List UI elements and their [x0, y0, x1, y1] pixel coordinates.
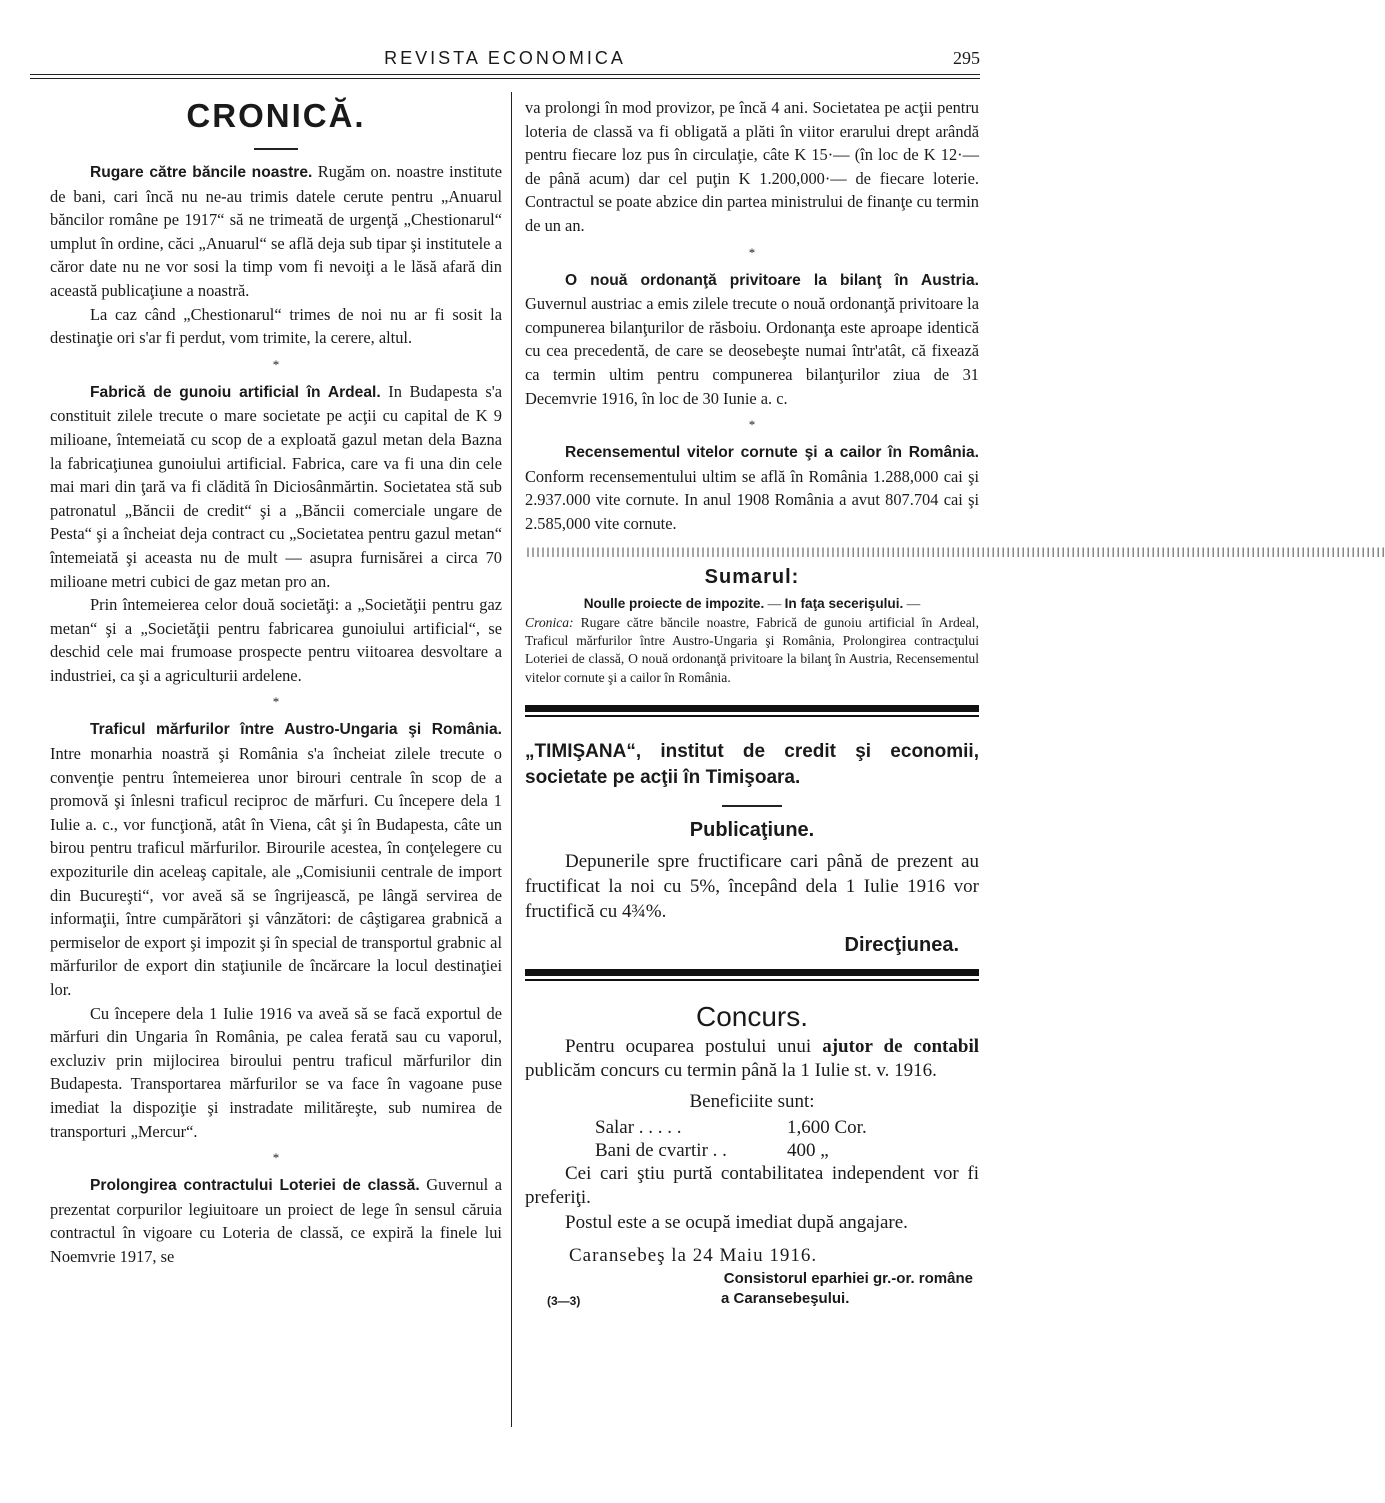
thin-divider: [525, 715, 979, 717]
benefit-label: Salar . . . . .: [595, 1116, 682, 1138]
place-date: Caransebeş la 24 Maiu 1916.: [569, 1245, 818, 1267]
article-text: Guvernul a prezentat corpurilor legiuitoare un proiect de lege în sensul căruia contractul în vigoare cu Loteria de classă, ce expiră la finele lui Noemvrie 1917, se: [50, 1175, 503, 1266]
ad-number: (3—3): [547, 1294, 581, 1309]
concurs-signature: [525, 1269, 979, 1309]
sumar-sep: —: [764, 596, 785, 612]
thick-divider: [525, 705, 979, 712]
separator-star: *: [272, 694, 280, 710]
benefit-label: Bani de cvartir . .: [595, 1139, 727, 1161]
benefit-value: 1,600 Cor.: [787, 1116, 867, 1138]
article-text: Prin întemeierea celor două societăţi: a „Societăţii pentru gaz metan“ şi a „Societăţii pentru fabricarea gunoiului artificial“, se deschid cele mai frumoase prospecte pentru viitoarea desvoltare a industriei, ca şi a agriculturii ardelene.: [50, 595, 502, 685]
header-rule: [30, 74, 980, 75]
article-fabrica: [50, 380, 502, 688]
article-heading: Rugare către băncile noastre.: [90, 164, 313, 181]
article-text: Intre monarhia noastră şi România s'a încheiat zilele trecute o convenţie pentru întemeierea unor birouri centrale în scop de a promovă şi înlesni traficul reciproc de mărfuri. Cu începere dela 1 Iulie a. c., vor funcţionă, atât în Viena, cât şi în Budapesta, câte un birou pentru traficul mărfurilor. Birourile acestea, în conţelegere cu expoziturile din aceleaş capitale, ale „Comisiunii centrale de import din Bucureşti“, vor aveă să se îngrijească, pe lângă servirea de informaţii, între cumpărători şi vânzători: de câştigarea grabnică a permiselor de export şi impozit şi în special de transportul grabnic al mărfurilor de export din staţiunile de încărcare la locul destinaţiei lor.: [50, 744, 502, 999]
signer-line: a Caransebeşului.: [721, 1290, 850, 1308]
article-heading: Prolongirea contractului Loteriei de classă.: [90, 1177, 420, 1195]
page-number: 295: [953, 48, 980, 68]
ad-title: „TIMIŞANA“, institut de credit şi economii, societate pe acţii în Timişoara.: [525, 741, 979, 789]
ad-signature: Direcţiunea.: [844, 933, 959, 956]
right-column: [525, 96, 1385, 1309]
sumar-cronica-label: Cronica:: [525, 614, 574, 630]
benefits-title: Beneficiite sunt:: [689, 1090, 815, 1112]
ad-concurs: [525, 1001, 979, 1309]
column-divider: [511, 92, 512, 1427]
dotted-divider: ||||||||||||||||||||||||||||||||||||||||||||||||||||||||||||||||||||||||||||||||||||||||||||||||||||||||||||||||||||||||||||||||||||||||||||||||||||||||||||||||||||||||||||: [525, 547, 1385, 559]
ad-rule: [722, 805, 782, 807]
sumar-item: In faţa secerişului.: [784, 596, 904, 612]
sumar-cronica-text: Rugare către băncile noastre, Fabrică de gunoiu artificial în Ardeal, Traficul mărfurilor între Austro-Ungaria şi România, Prolongirea contracţului Loteriei de classă, O nouă ordonanţă privitoare la bilanţ în Austria, Recensementul vitelor cornute şi a cailor în România.: [525, 614, 979, 685]
separator-star: *: [272, 356, 280, 372]
article-heading: O nouă ordonanţă privitoare la bilanţ în Austria.: [565, 271, 979, 289]
page-header: [30, 48, 980, 72]
header-rule-2: [30, 78, 980, 79]
concurs-para: Cei cari ştiu purtă contabilitatea independent vor fi preferiţi.: [525, 1162, 979, 1209]
article-heading: Traficul mărfurilor între Austro-Ungaria şi România.: [90, 721, 502, 739]
article-text: Cu începere dela 1 Iulie 1916 va aveă să se facă exportul de mărfuri din Ungaria în România, pe calea ferată sau cu vaporul, excluziv prin mijlocirea biroului pentru traficul mărfurilor din Budapesta. Transportarea mărfurilor se va face în vagoane puse imediat la dispoziţie şi instradate milităreşte, sub numirea de transporturi „Mercur“.: [50, 1003, 502, 1141]
benefit-value: 400 „: [787, 1139, 829, 1161]
article-heading: Fabrică de gunoiu artificial în Ardeal.: [90, 383, 381, 401]
article-ordonanta: [525, 268, 979, 411]
section-title: CRONICĂ.: [186, 97, 366, 134]
sumar-content: [525, 595, 979, 687]
ad-timisana: [525, 739, 979, 957]
concurs-intro: Pentru ocuparea postului unui: [565, 1035, 823, 1057]
journal-title: REVISTA ECONOMICA: [384, 48, 626, 68]
sumar-sep: —: [903, 596, 921, 612]
separator-star: *: [748, 417, 756, 433]
concurs-position: ajutor de contabil: [822, 1035, 979, 1057]
article-traficul: [50, 717, 502, 1143]
article-text: Guvernul austriac a emis zilele trecute o nouă ordonanţă privitoare la compunerea bilanţurilor de răsboiu. Ordonanţa este aproape identică cu cea precedentă, de care se deosebeşte numai într'atât, că fixează ca termin ultim pentru compunerea bilanţurilor ziua de 31 Decemvrie 1916, în loc de 30 Iunie a. c.: [525, 294, 979, 408]
thin-divider: [525, 979, 979, 981]
title-rule: [254, 148, 298, 150]
article-text: Conform recensementului ultim se află în România 1.288,000 cai şi 2.937.000 vite cornute. In anul 1908 România a avut 807.704 cai şi 2.585,000 vite cornute.: [525, 466, 979, 533]
concurs-para: Postul este a se ocupă imediat după angajare.: [565, 1211, 908, 1233]
concurs-intro: publicăm concurs cu termin până la 1 Iulie st. v. 1916.: [525, 1060, 937, 1082]
article-heading: Recensementul vitelor cornute şi a cailor în România.: [565, 444, 979, 462]
sumar-title: Sumarul:: [704, 565, 800, 588]
ad-subtitle: Publicaţiune.: [689, 819, 815, 842]
benefit-row: [525, 1139, 979, 1162]
article-text: La caz când „Chestionarul“ trimes de noi nu ar fi sosit la destinaţie ori s'ar fi perdut, vom trimite, la cerere, altul.: [50, 304, 502, 348]
ad-body: Depunerile spre fructificare cari până de prezent au fructificat la noi cu 5%, începând dela 1 Iulie 1916 vor fructifică cu 4¾%.: [525, 850, 979, 922]
article-rugare: [50, 160, 502, 350]
article-prolongirea: [50, 1173, 502, 1268]
concurs-title: Concurs.: [695, 1001, 809, 1033]
separator-star: *: [748, 244, 756, 260]
thick-divider: [525, 969, 979, 976]
article-text: In Budapesta s'a constituit zilele trecute o mare societate pe acţii cu capital de K 9 milioane, întemeiată cu scop de a exploată gazul metan dela Bazna la fabricaţiunea gunoiului artificial. Fabrica, care va fi una din cele mai mari din ţară va fi clădită în Diciosânmărtin. Societatea stă sub patronatul „Băncii de credit“ şi a „Băncii comerciale ungare de Pesta“ şi a încheiat deja contract cu „Societatea pentru gazul metan“ întemeiată şi aceasta nu de mult — asupra furnisărei a circa 70 milioane metri cubici de gaz metan pro an.: [50, 381, 502, 591]
article-recensement: [525, 440, 979, 535]
separator-star: *: [272, 1150, 280, 1166]
signer-line: Consistorul eparhiei gr.-or. române: [723, 1270, 973, 1288]
article-text: Rugăm on. noastre institute de bani, cari încă nu ne-au trimis datele cerute pentru „Anuarul băncilor române pe 1917“ să ne trimeată de urgenţă „Chestionarul“ umplut în ordine, căci „Anuarul“ se află deja sub tipar şi institutele a căror date nu ne vor sosi la timp vom fi nevoiţi a le lăsă afară din această publicaţiune a noastră.: [50, 162, 502, 300]
left-column: [50, 96, 502, 1269]
sumar-item: Noulle proiecte de impozite.: [583, 596, 765, 612]
continued-text: va prolongi în mod provizor, pe încă 4 ani. Societatea pe acţii pentru loteria de classă va fi obligată a plăti în viitor erarului drept arândă pentru fiecare loz pus în circulaţie, câte K 15·— (în loc de K 12·— de până acum) dar cel puţin K 1.200,000·— de fiecare loterie. Contractul se poate abzice din partea ministrului de finanţe cu termin de un an.: [525, 98, 979, 235]
benefit-row: [525, 1116, 979, 1139]
